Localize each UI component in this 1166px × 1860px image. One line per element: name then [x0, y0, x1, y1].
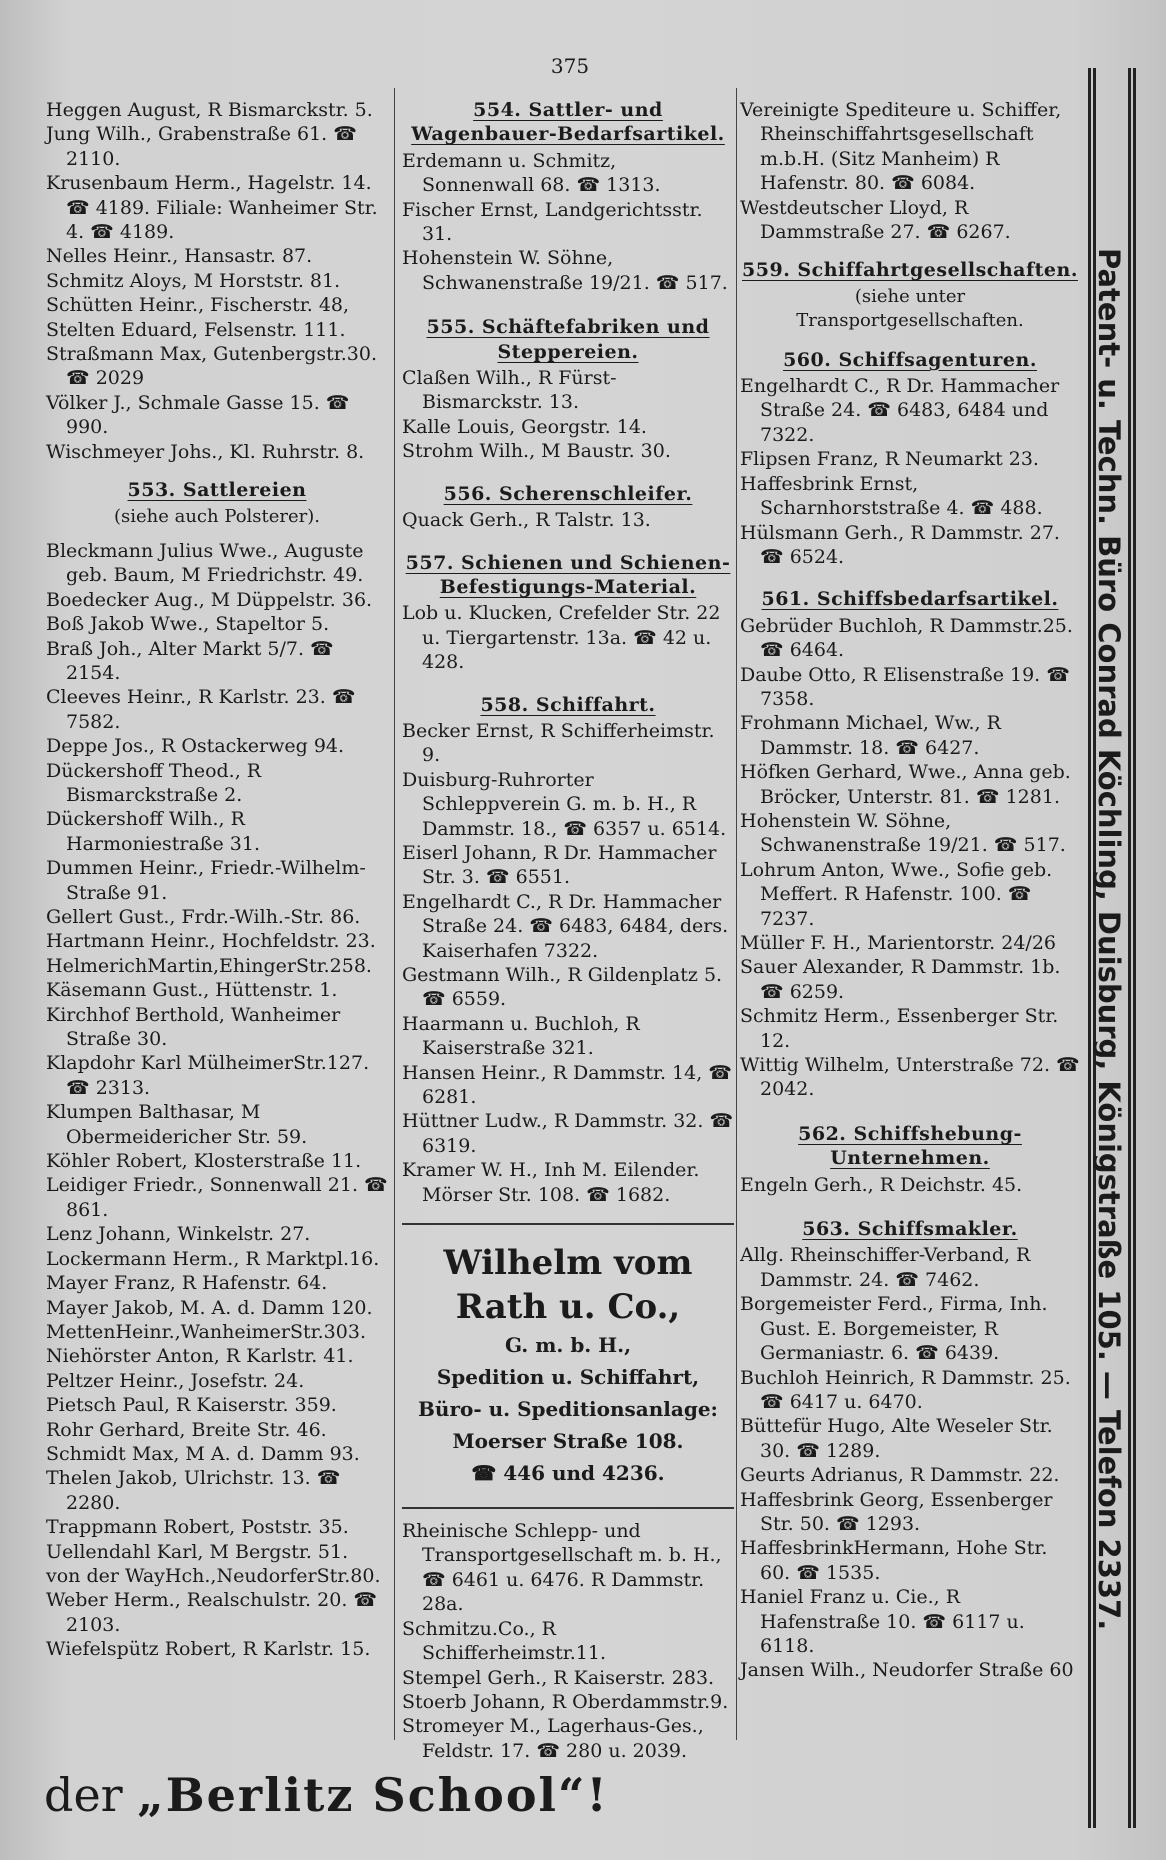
directory-entry: Claßen Wilh., R Fürst-Bismarckstr. 13.	[402, 367, 617, 414]
directory-entry: Gebrüder Buchloh, R Dammstr.25. ☎ 6464.	[740, 614, 1073, 662]
directory-entry: Lob u. Klucken, Crefelder Str. 22 u. Tiergartenstr. 13a. ☎ 42 u. 428.	[402, 602, 721, 674]
footer-advertisement	[44, 1768, 609, 1822]
directory-entry: Dummen Heinr., Friedr.-Wilhelm-Straße 91.	[46, 857, 366, 904]
footer-prefix: der	[44, 1768, 123, 1822]
directory-entry: HaffesbrinkHermann, Hohe Str. 60. ☎ 1535.	[740, 1537, 1048, 1584]
entry-list-556	[402, 508, 734, 532]
column-3	[740, 98, 1080, 1683]
section-note-559: (siehe unter Transportgesellschaften.	[796, 285, 1024, 332]
directory-entry: Gestmann Wilh., R Gildenplatz 5. ☎ 6559.	[402, 964, 723, 1011]
directory-entry: Frohmann Michael, Ww., R Dammstr. 18. ☎ 6427.	[740, 712, 1001, 759]
directory-entry: Straßmann Max, Gutenbergstr.30. ☎ 2029	[46, 343, 378, 390]
directory-entry: Bleckmann Julius Wwe., Auguste geb. Baum, M Friedrichstr. 49.	[46, 539, 364, 587]
directory-entry: Boß Jakob Wwe., Stapeltor 5.	[46, 613, 330, 636]
sidebar-text: Patent- u. Techn. Büro Conrad Köchling, Duisburg, Königstraße 105. — Telefon 2337.	[1092, 248, 1126, 1631]
directory-entry: Allg. Rheinschiffer-Verband, R Dammstr. 24. ☎ 7462.	[740, 1244, 1031, 1291]
directory-entry: Dückershoff Theod., R Bismarckstraße 2.	[46, 759, 262, 806]
entry-list-563	[740, 1243, 1080, 1682]
directory-entry: Kramer W. H., Inh M. Eilender. Mörser Str. 108. ☎ 1682.	[402, 1159, 700, 1206]
directory-entry: Nelles Heinr., Hansastr. 87.	[46, 245, 313, 268]
directory-entry: Wiefelspütz Robert, R Karlstr. 15.	[46, 1638, 371, 1661]
directory-entry: Schmidt Max, M A. d. Damm 93.	[46, 1442, 360, 1465]
page-number: 375	[550, 54, 590, 78]
directory-entry: Braß Joh., Alter Markt 5/7. ☎ 2154.	[46, 637, 334, 684]
sidebar-advertisement	[1088, 68, 1136, 1828]
advertisement-box	[402, 1223, 734, 1509]
section-note-553: (siehe auch Polsterer).	[113, 505, 321, 527]
directory-entry: Duisburg-Ruhrorter Schleppverein G. m. b. H., R Dammstr. 18., ☎ 6357 u. 6514.	[402, 768, 727, 840]
directory-entry: Fischer Ernst, Landgerichtsstr. 31.	[402, 198, 703, 246]
directory-entry: Schmitz Aloys, M Horststr. 81.	[46, 269, 341, 292]
directory-entry: Höfken Gerhard, Wwe., Anna geb. Bröcker, Unterstr. 81. ☎ 1281.	[740, 761, 1071, 808]
entry-list-a	[46, 98, 388, 464]
section-heading-555: 555. Schäftefabriken und Steppereien.	[426, 316, 710, 363]
directory-entry: Leidiger Friedr., Sonnenwall 21. ☎ 861.	[46, 1174, 388, 1221]
entry-list-558	[402, 719, 734, 1207]
directory-entry: Mayer Jakob, M. A. d. Damm 120.	[46, 1296, 373, 1319]
section-heading-561: 561. Schiffsbedarfsartikel.	[761, 588, 1059, 611]
entry-list-561	[740, 614, 1080, 1102]
directory-entry: Rohr Gerhard, Breite Str. 46.	[46, 1418, 327, 1441]
directory-entry: HelmerichMartin,EhingerStr.258.	[46, 954, 372, 977]
footer-brand: „Berlitz School“!	[137, 1768, 609, 1822]
ad-line: G. m. b. H.,	[504, 1333, 632, 1358]
directory-entry: Hartmann Heinr., Hochfeldstr. 23.	[46, 930, 376, 953]
directory-entry: Gellert Gust., Frdr.-Wilh.-Str. 86.	[46, 906, 361, 928]
directory-entry: Strohm Wilh., M Baustr. 30.	[402, 440, 671, 463]
directory-entry: Haffesbrink Georg, Essenberger Str. 50. ☎ 1293.	[740, 1488, 1053, 1535]
section-heading-559: 559. Schiffahrtgesellschaften.	[742, 259, 1078, 282]
directory-entry: Lockermann Herm., R Marktpl.16.	[46, 1247, 380, 1270]
section-heading-560: 560. Schiffsagenturen.	[783, 348, 1037, 371]
directory-entry: Heggen August, R Bismarckstr. 5.	[46, 99, 373, 121]
ad-line: Spedition u. Schiffahrt,	[436, 1365, 700, 1390]
section-heading-554: 554. Sattler- und Wagenbauer-Bedarfsartikel.	[411, 99, 725, 146]
section-heading-558: 558. Schiffahrt.	[480, 693, 656, 716]
section-heading-556: 556. Scherenschleifer.	[443, 482, 693, 505]
directory-entry: Dückershoff Wilh., R Harmoniestraße 31.	[46, 808, 260, 855]
entry-list-top	[740, 98, 1080, 244]
directory-entry: Klapdohr Karl MülheimerStr.127. ☎ 2313.	[46, 1052, 370, 1099]
directory-entry: Engeln Gerh., R Deichstr. 45.	[740, 1173, 1023, 1196]
directory-entry: Kirchhof Berthold, Wanheimer Straße 30.	[46, 1003, 341, 1051]
entry-list-554	[402, 149, 734, 295]
directory-entry: Uellendahl Karl, M Bergstr. 51.	[46, 1540, 349, 1563]
directory-entry: Rheinische Schlepp- und Transportgesellschaft m. b. H., ☎ 6461 u. 6476. R Dammstr. 28a.	[402, 1520, 722, 1616]
directory-entry: Haarmann u. Buchloh, R Kaiserstraße 321.	[402, 1012, 640, 1060]
directory-entry: Schmitzu.Co., R Schifferheimstr.11.	[402, 1617, 607, 1665]
directory-entry: Stoerb Johann, R Oberdammstr.9.	[402, 1690, 729, 1713]
directory-entry: Müller F. H., Marientorstr. 24/26	[740, 932, 1056, 954]
directory-entry: Hansen Heinr., R Dammstr. 14, ☎ 6281.	[402, 1061, 732, 1109]
directory-entry: Stelten Eduard, Felsenstr. 111.	[46, 318, 346, 341]
column-1	[46, 98, 388, 1662]
directory-entry: Vereinigte Spediteure u. Schiffer, Rheinschiffahrtsgesellschaft m.b.H. (Sitz Manheim) R Hafenstr. 80. ☎ 6084.	[740, 99, 1062, 195]
directory-entry: Wittig Wilhelm, Unterstraße 72. ☎ 2042.	[740, 1054, 1080, 1101]
column-2	[402, 98, 734, 1763]
directory-entry: Haniel Franz u. Cie., R Hafenstraße 10. ☎ 6117 u. 6118.	[740, 1586, 1025, 1657]
directory-entry: MettenHeinr.,WanheimerStr.303.	[46, 1320, 366, 1343]
section-heading-563: 563. Schiffsmakler.	[802, 1218, 1018, 1241]
directory-entry: Westdeutscher Lloyd, R Dammstraße 27. ☎ 6267.	[740, 196, 1011, 244]
directory-entry: Jansen Wilh., Neudorfer Straße 60	[740, 1659, 1074, 1682]
directory-entry: Eiserl Johann, R Dr. Hammacher Str. 3. ☎ 6551.	[402, 841, 717, 889]
directory-entry: Schmitz Herm., Essenberger Str. 12.	[740, 1005, 1059, 1052]
directory-entry: Krusenbaum Herm., Hagelstr. 14. ☎ 4189. Filiale: Wanheimer Str. 4. ☎ 4189.	[46, 172, 378, 244]
directory-entry: Käsemann Gust., Hüttenstr. 1.	[46, 979, 338, 1002]
directory-entry: Sauer Alexander, R Dammstr. 1b. ☎ 6259.	[740, 956, 1061, 1003]
directory-entry: Hohenstein W. Söhne, Schwanenstraße 19/21. ☎ 517.	[402, 247, 728, 294]
ad-line: Büro- u. Speditionsanlage:	[418, 1397, 718, 1422]
ad-phone: ☎ 446 und 4236.	[471, 1461, 665, 1486]
directory-entry: Cleeves Heinr., R Karlstr. 23. ☎ 7582.	[46, 686, 356, 733]
entry-list-560	[740, 374, 1080, 569]
directory-entry: Flipsen Franz, R Neumarkt 23.	[740, 448, 1039, 471]
directory-entry: Pietsch Paul, R Kaiserstr. 359.	[46, 1394, 337, 1417]
directory-entry: Boedecker Aug., M Düppelstr. 36.	[46, 588, 373, 611]
directory-entry: von der WayHch.,NeudorferStr.80.	[46, 1564, 381, 1587]
directory-entry: Büttefür Hugo, Alte Weseler Str. 30. ☎ 1289.	[740, 1415, 1053, 1462]
directory-entry: Engelhardt C., R Dr. Hammacher Straße 24. ☎ 6483, 6484, ders. Kaiserhafen 7322.	[402, 890, 729, 962]
directory-entry: Erdemann u. Schmitz, Sonnenwall 68. ☎ 1313.	[402, 149, 661, 197]
ad-line: Moerser Straße 108.	[452, 1429, 684, 1454]
directory-entry: Klumpen Balthasar, M Obermeidericher Str. 59.	[46, 1101, 308, 1148]
directory-entry: Stromeyer M., Lagerhaus-Ges., Feldstr. 17. ☎ 280 u. 2039.	[402, 1715, 704, 1762]
entry-list-555	[402, 366, 734, 464]
section-heading-562: 562. Schiffshebung-Unternehmen.	[798, 1122, 1022, 1170]
directory-entry: Schütten Heinr., Fischerstr. 48,	[46, 294, 350, 317]
directory-entry: Völker J., Schmale Gasse 15. ☎ 990.	[46, 391, 350, 439]
ad-title: Wilhelm vom Rath u. Co.,	[443, 1243, 693, 1328]
directory-entry: Engelhardt C., R Dr. Hammacher Straße 24. ☎ 6483, 6484 und 7322.	[740, 375, 1060, 446]
column-divider	[736, 88, 737, 1740]
directory-entry: Deppe Jos., R Ostackerweg 94.	[46, 735, 345, 758]
directory-entry: Köhler Robert, Klosterstraße 11.	[46, 1150, 362, 1173]
directory-entry: Borgemeister Ferd., Firma, Inh. Gust. E. Borgemeister, R Germaniastr. 6. ☎ 6439.	[740, 1293, 1048, 1365]
entry-list-562	[740, 1173, 1080, 1197]
directory-entry: Hülsmann Gerh., R Dammstr. 27. ☎ 6524.	[740, 521, 1060, 568]
directory-entry: Jung Wilh., Grabenstraße 61. ☎ 2110.	[46, 123, 357, 170]
entry-list-after-ad	[402, 1519, 734, 1763]
directory-entry: Mayer Franz, R Hafenstr. 64.	[46, 1272, 328, 1295]
directory-entry: Daube Otto, R Elisenstraße 19. ☎ 7358.	[740, 663, 1070, 710]
directory-entry: Geurts Adrianus, R Dammstr. 22.	[740, 1464, 1060, 1487]
directory-entry: Peltzer Heinr., Josefstr. 24.	[46, 1369, 305, 1392]
directory-entry: Quack Gerh., R Talstr. 13.	[402, 509, 651, 532]
entry-list-557	[402, 601, 734, 674]
column-divider	[394, 88, 395, 1740]
directory-entry: Niehörster Anton, R Karlstr. 41.	[46, 1345, 354, 1368]
directory-entry: Lenz Johann, Winkelstr. 27.	[46, 1223, 311, 1246]
directory-entry: Stempel Gerh., R Kaiserstr. 283.	[402, 1666, 715, 1689]
directory-entry: Becker Ernst, R Schifferheimstr. 9.	[402, 719, 715, 767]
section-heading-553: 553. Sattlereien	[127, 479, 307, 502]
directory-entry: Weber Herm., Realschulstr. 20. ☎ 2103.	[46, 1589, 378, 1636]
directory-entry: Wischmeyer Johs., Kl. Ruhrstr. 8.	[46, 440, 365, 463]
directory-entry: Trappmann Robert, Poststr. 35.	[46, 1516, 349, 1539]
section-heading-557: 557. Schienen und Schienen-Befestigungs-Material.	[405, 551, 731, 598]
directory-entry: Buchloh Heinrich, R Dammstr. 25. ☎ 6417 u. 6470.	[740, 1366, 1071, 1413]
directory-entry: Thelen Jakob, Ulrichstr. 13. ☎ 2280.	[46, 1467, 341, 1514]
directory-entry: Hohenstein W. Söhne, Schwanenstraße 19/21. ☎ 517.	[740, 809, 1066, 857]
directory-entry: Haffesbrink Ernst, Scharnhorststraße 4. ☎ 488.	[740, 472, 1043, 520]
directory-entry: Lohrum Anton, Wwe., Sofie geb. Meffert. R Hafenstr. 100. ☎ 7237.	[740, 858, 1053, 930]
directory-entry: Hüttner Ludw., R Dammstr. 32. ☎ 6319.	[402, 1110, 734, 1157]
directory-entry: Kalle Louis, Georgstr. 14.	[402, 415, 647, 438]
sidebar-rule-right	[1128, 68, 1136, 1828]
entry-list-b	[46, 539, 388, 1662]
